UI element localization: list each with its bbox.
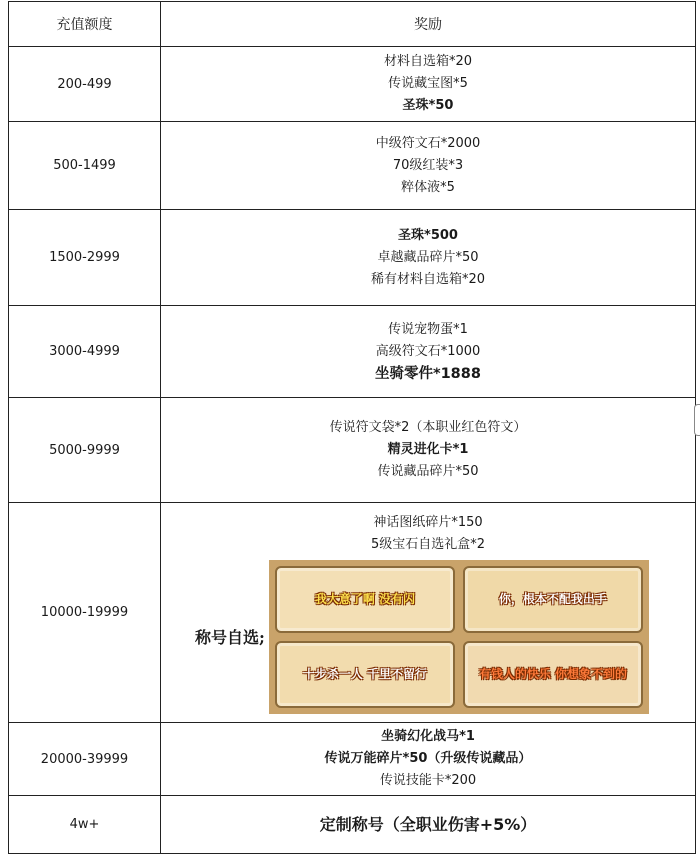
reward-item: 5级宝石自选礼盒*2 [370, 536, 486, 552]
amount-cell: 10000-19999 [9, 503, 161, 723]
reward-item: 传说万能碎片*50（升级传说藏品） [324, 751, 532, 766]
reward-item: 坐骑零件*1888 [375, 365, 481, 382]
title-badge-text: 我大意了啊 没有闪 [314, 591, 416, 606]
reward-item: 圣珠*500 [398, 227, 458, 243]
table-row [9, 723, 696, 796]
reward-item: 70级红装*3 [392, 157, 464, 173]
title-badge-text: 有钱人的快乐 你想象不到的 [478, 666, 628, 681]
table-header-row [9, 2, 696, 47]
title-badge [275, 566, 455, 633]
reward-item: 坐骑幻化战马*1 [381, 729, 475, 744]
reward-item: 粹体液*5 [401, 179, 455, 195]
reward-item: 稀有材料自选箱*20 [370, 271, 486, 287]
table-row [9, 47, 696, 122]
reward-cell [161, 210, 696, 306]
reward-cell [161, 398, 696, 503]
reward-item: 传说藏品碎片*50 [377, 464, 479, 479]
table-row [9, 503, 696, 723]
title-badge-text: 你，根本不配我出手 [498, 591, 607, 606]
reward-item: 卓越藏品碎片*50 [377, 249, 479, 265]
reward-item: 圣珠*50 [402, 98, 454, 113]
table-row [9, 796, 696, 854]
table-row [9, 306, 696, 398]
reward-item: 传说技能卡*200 [379, 773, 477, 788]
amount-cell: 1500-2999 [9, 210, 161, 306]
reward-cell [161, 503, 696, 723]
table-row [9, 210, 696, 306]
amount-cell: 3000-4999 [9, 306, 161, 398]
reward-item: 定制称号（全职业伤害+5%） [319, 814, 537, 834]
reward-item: 精灵进化卡*1 [387, 442, 469, 457]
amount-cell: 20000-39999 [9, 723, 161, 796]
amount-cell: 500-1499 [9, 122, 161, 210]
reward-item: 传说符文袋*2（本职业红色符文） [329, 420, 527, 435]
title-badge [463, 641, 643, 708]
scroll-handle[interactable] [694, 404, 700, 436]
reward-item: 传说藏宝图*5 [388, 76, 468, 91]
title-choice-row [161, 560, 695, 714]
reward-cell [161, 723, 696, 796]
reward-item: 高级符文石*1000 [375, 343, 481, 359]
column-header-reward: 奖励 [161, 2, 696, 47]
reward-cell [161, 796, 696, 854]
reward-cell [161, 306, 696, 398]
title-badge [275, 641, 455, 708]
table-row [9, 398, 696, 503]
reward-cell [161, 47, 696, 122]
amount-cell: 4w+ [9, 796, 161, 854]
recharge-reward-table [8, 1, 696, 854]
amount-cell: 5000-9999 [9, 398, 161, 503]
table-row [9, 122, 696, 210]
title-badge-text: 十步杀一人 千里不留行 [302, 666, 428, 681]
title-badge [463, 566, 643, 633]
reward-item: 中级符文石*2000 [375, 135, 481, 151]
reward-item: 材料自选箱*20 [383, 54, 473, 69]
column-header-amount: 充值额度 [9, 2, 161, 47]
reward-item: 神话图纸碎片*150 [373, 514, 483, 530]
title-choice-label: 称号自选; [195, 628, 265, 647]
amount-cell: 200-499 [9, 47, 161, 122]
reward-cell [161, 122, 696, 210]
title-badge-grid [269, 560, 649, 714]
reward-item: 传说宠物蛋*1 [388, 321, 468, 337]
